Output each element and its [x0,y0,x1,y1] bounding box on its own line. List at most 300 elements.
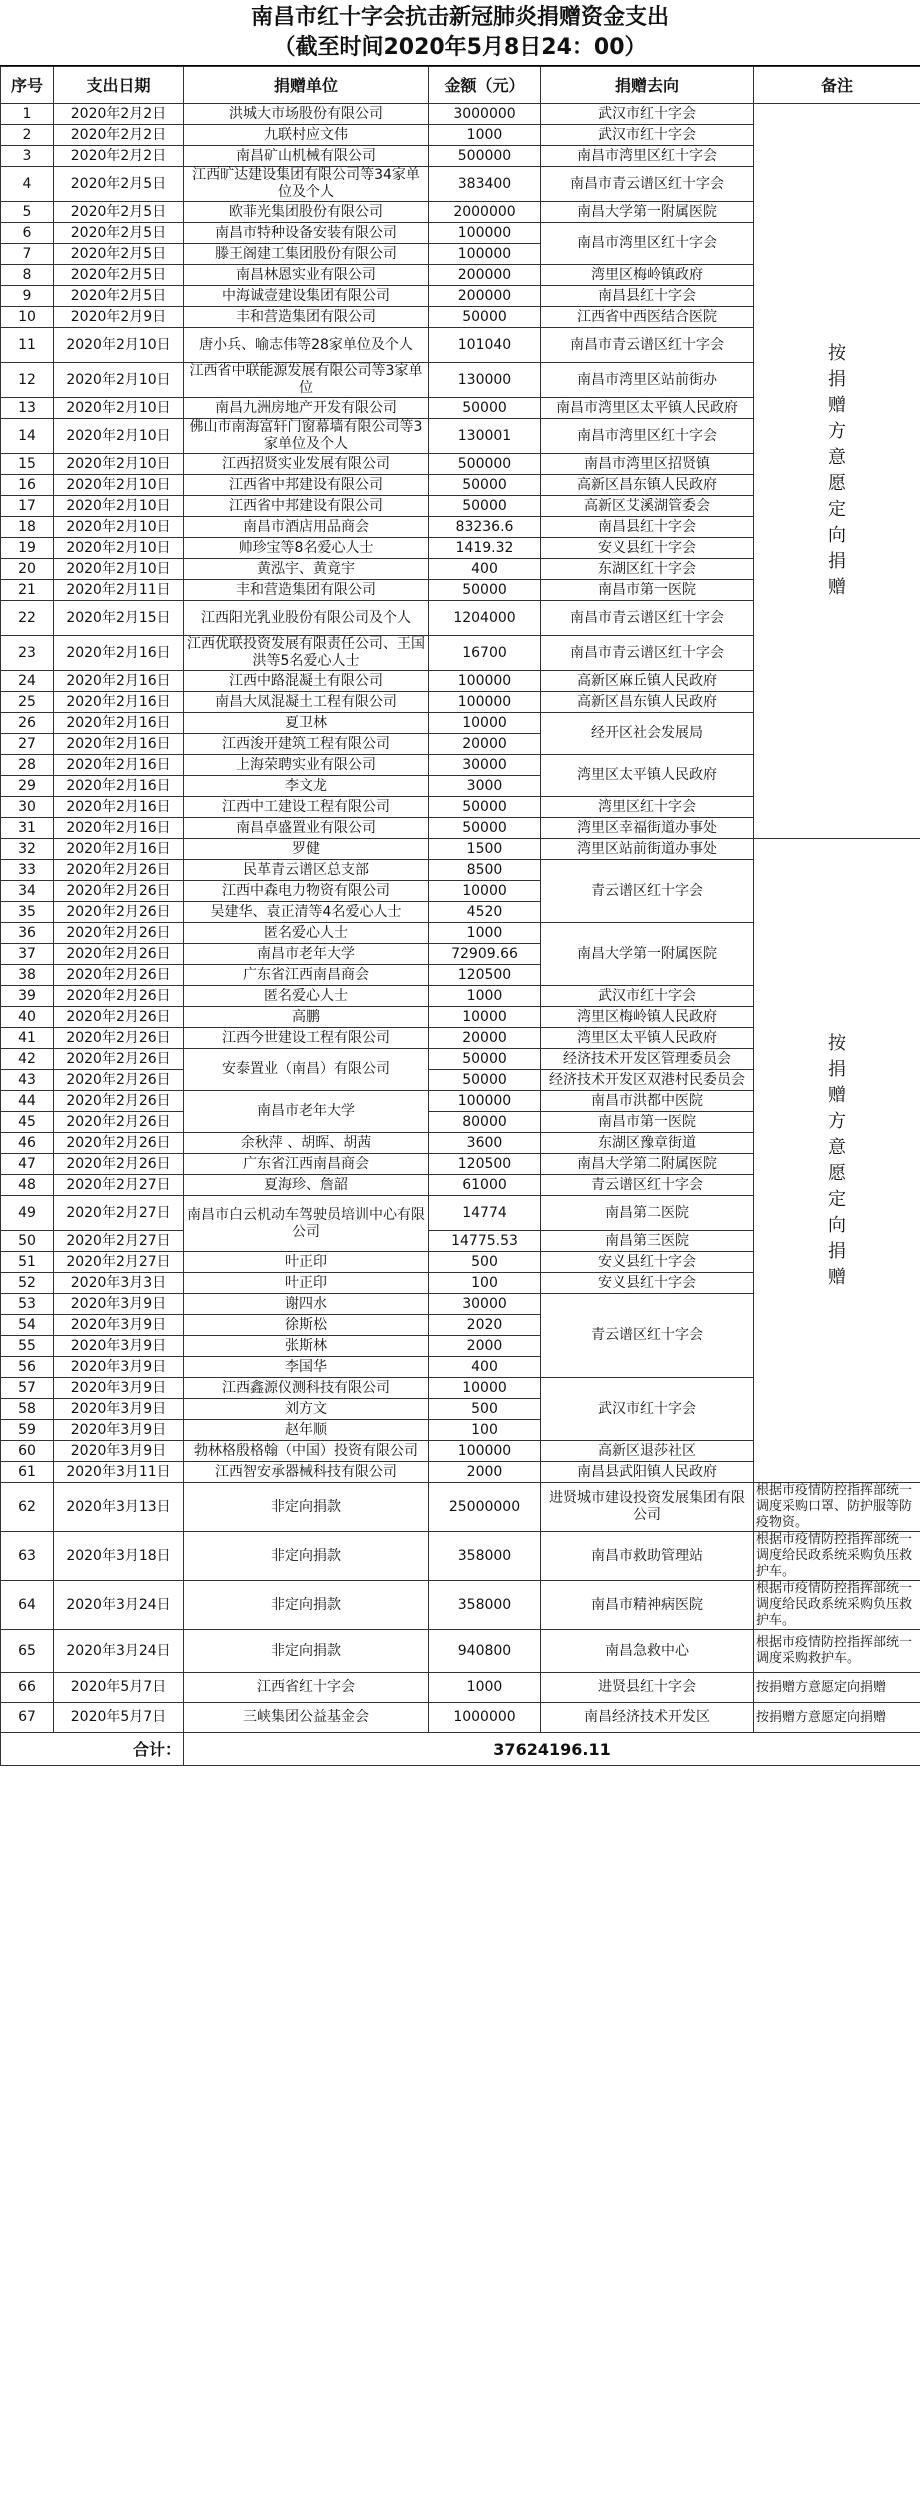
row-donor: 南昌大凤混凝土工程有限公司 [184,692,429,713]
table-row [1,1532,920,1581]
row-number: 6 [1,223,54,244]
row-amount: 940800 [429,1630,541,1673]
row-donor: 中海诚壹建设集团有限公司 [184,286,429,307]
row-donor: 江西阳光乳业股份有限公司及个人 [184,601,429,636]
row-date: 2020年3月9日 [54,1315,184,1336]
row-amount: 20000 [429,1028,541,1049]
row-number: 57 [1,1378,54,1399]
row-donor: 徐斯松 [184,1315,429,1336]
row-donor: 夏卫林 [184,713,429,734]
row-destination: 湾里区梅岭镇政府 [541,265,754,286]
page-title [0,0,920,66]
row-donor: 丰和营造集团有限公司 [184,307,429,328]
row-date: 2020年3月9日 [54,1336,184,1357]
row-donor: 南昌林恩实业有限公司 [184,265,429,286]
row-date: 2020年2月10日 [54,454,184,475]
table-row [1,104,920,125]
row-date: 2020年3月18日 [54,1532,184,1581]
row-destination: 东湖区豫章街道 [541,1133,754,1154]
row-amount: 10000 [429,881,541,902]
row-amount: 358000 [429,1532,541,1581]
row-number: 32 [1,839,54,860]
row-number: 37 [1,944,54,965]
row-date: 2020年2月5日 [54,167,184,202]
row-donor: 赵年顺 [184,1420,429,1441]
row-destination: 东湖区红十字会 [541,559,754,580]
row-donor: 安泰置业（南昌）有限公司 [184,1049,429,1091]
row-number: 64 [1,1581,54,1630]
header-destination: 捐赠去向 [541,67,754,104]
row-amount: 50000 [429,797,541,818]
row-number: 8 [1,265,54,286]
row-amount: 2000 [429,1336,541,1357]
merged-note [754,104,920,839]
row-donor: 上海荣聘实业有限公司 [184,755,429,776]
row-amount: 10000 [429,1007,541,1028]
row-number: 51 [1,1252,54,1273]
row-date: 2020年3月24日 [54,1630,184,1673]
table-row [1,1630,920,1673]
row-destination: 进贤城市建设投资发展集团有限公司 [541,1483,754,1532]
row-date: 2020年2月16日 [54,755,184,776]
header-note: 备注 [754,67,920,104]
row-amount: 50000 [429,818,541,839]
row-date: 2020年3月9日 [54,1399,184,1420]
row-amount: 10000 [429,713,541,734]
row-amount: 83236.6 [429,517,541,538]
row-amount: 2000000 [429,202,541,223]
row-amount: 1500 [429,839,541,860]
row-date: 2020年2月26日 [54,1112,184,1133]
row-date: 2020年2月11日 [54,580,184,601]
row-destination: 南昌市湾里区太平镇人民政府 [541,398,754,419]
row-destination: 南昌市湾里区红十字会 [541,419,754,454]
row-destination: 武汉市红十字会 [541,1378,754,1441]
row-number: 21 [1,580,54,601]
row-donor: 三峡集团公益基金会 [184,1703,429,1733]
row-donor: 夏海珍、詹韶 [184,1175,429,1196]
row-donor: 罗健 [184,839,429,860]
row-destination: 南昌市第一医院 [541,580,754,601]
row-date: 2020年2月10日 [54,398,184,419]
row-number: 1 [1,104,54,125]
row-donor: 江西省中邦建设有限公司 [184,475,429,496]
row-donor: 匿名爱心人士 [184,923,429,944]
row-amount: 1000000 [429,1703,541,1733]
table-row [1,1483,920,1532]
row-donor: 谢四水 [184,1294,429,1315]
row-donor: 广东省江西南昌商会 [184,965,429,986]
row-destination: 江西省中西医结合医院 [541,307,754,328]
row-number: 33 [1,860,54,881]
row-amount: 120500 [429,1154,541,1175]
row-number: 46 [1,1133,54,1154]
row-amount: 101040 [429,328,541,363]
row-number: 61 [1,1462,54,1483]
row-donor: 江西中森电力物资有限公司 [184,881,429,902]
header-amount: 金额（元） [429,67,541,104]
row-date: 2020年2月10日 [54,363,184,398]
row-destination: 南昌第二医院 [541,1196,754,1231]
row-number: 52 [1,1273,54,1294]
row-amount: 3000 [429,776,541,797]
row-donor: 南昌市老年大学 [184,944,429,965]
row-donor: 南昌市老年大学 [184,1091,429,1133]
row-donor: 匿名爱心人士 [184,986,429,1007]
row-number: 47 [1,1154,54,1175]
row-amount: 72909.66 [429,944,541,965]
row-donor: 非定向捐款 [184,1483,429,1532]
total-label: 合计： [1,1733,184,1766]
row-number: 2 [1,125,54,146]
row-destination: 安义县红十字会 [541,1252,754,1273]
row-date: 2020年2月5日 [54,244,184,265]
title-line-1: 南昌市红十字会抗击新冠肺炎捐赠资金支出 [250,5,669,30]
row-donor: 南昌矿山机械有限公司 [184,146,429,167]
row-number: 41 [1,1028,54,1049]
row-amount: 50000 [429,475,541,496]
row-destination: 经开区社会发展局 [541,713,754,755]
row-destination: 南昌市第一医院 [541,1112,754,1133]
row-number: 65 [1,1630,54,1673]
row-date: 2020年2月16日 [54,776,184,797]
row-date: 2020年2月16日 [54,818,184,839]
row-destination: 武汉市红十字会 [541,986,754,1007]
row-destination: 南昌市青云谱区红十字会 [541,636,754,671]
row-number: 55 [1,1336,54,1357]
row-amount: 1000 [429,986,541,1007]
row-date: 2020年3月9日 [54,1357,184,1378]
row-destination: 南昌县武阳镇人民政府 [541,1462,754,1483]
row-amount: 50000 [429,307,541,328]
row-donor: 余秋萍 、胡晖、胡茜 [184,1133,429,1154]
row-amount: 200000 [429,265,541,286]
row-number: 4 [1,167,54,202]
row-amount: 61000 [429,1175,541,1196]
row-destination: 湾里区太平镇人民政府 [541,755,754,797]
row-amount: 100000 [429,244,541,265]
header-no: 序号 [1,67,54,104]
row-donor: 勃林格殷格翰（中国）投资有限公司 [184,1441,429,1462]
row-number: 5 [1,202,54,223]
row-donor: 丰和营造集团有限公司 [184,580,429,601]
row-amount: 3600 [429,1133,541,1154]
row-amount: 1000 [429,1673,541,1703]
row-date: 2020年2月26日 [54,902,184,923]
row-destination: 南昌县红十字会 [541,517,754,538]
row-donor: 江西省中联能源发展有限公司等3家单位 [184,363,429,398]
row-amount: 20000 [429,734,541,755]
row-destination: 南昌市湾里区招贤镇 [541,454,754,475]
row-number: 53 [1,1294,54,1315]
row-date: 2020年2月26日 [54,1091,184,1112]
row-date: 2020年2月10日 [54,475,184,496]
row-donor: 江西今世建设工程有限公司 [184,1028,429,1049]
row-date: 2020年2月27日 [54,1196,184,1231]
row-date: 2020年2月2日 [54,146,184,167]
row-number: 16 [1,475,54,496]
row-amount: 50000 [429,1049,541,1070]
row-donor: 李国华 [184,1357,429,1378]
row-donor: 南昌卓盛置业有限公司 [184,818,429,839]
row-destination: 南昌大学第二附属医院 [541,1154,754,1175]
row-note: 按捐赠方意愿定向捐赠 [754,1703,920,1733]
row-number: 56 [1,1357,54,1378]
row-date: 2020年3月3日 [54,1273,184,1294]
row-donor: 江西鑫源仪测科技有限公司 [184,1378,429,1399]
row-note: 根据市疫情防控指挥部统一调度给民政系统采购负压救护车。 [754,1532,920,1581]
row-amount: 500000 [429,454,541,475]
total-row [1,1733,920,1766]
row-destination: 南昌经济技术开发区 [541,1703,754,1733]
row-amount: 2000 [429,1462,541,1483]
header-date: 支出日期 [54,67,184,104]
row-date: 2020年2月9日 [54,307,184,328]
row-amount: 120500 [429,965,541,986]
row-number: 19 [1,538,54,559]
table-row [1,1673,920,1703]
row-destination: 进贤县红十字会 [541,1673,754,1703]
row-number: 27 [1,734,54,755]
row-destination: 南昌县红十字会 [541,286,754,307]
row-donor: 江西优联投资发展有限责任公司、王国洪等5名爱心人士 [184,636,429,671]
row-destination: 南昌市青云谱区红十字会 [541,601,754,636]
row-amount: 100 [429,1420,541,1441]
row-date: 2020年2月26日 [54,965,184,986]
row-date: 2020年2月27日 [54,1252,184,1273]
row-donor: 帅珍宝等8名爱心人士 [184,538,429,559]
row-amount: 50000 [429,398,541,419]
row-amount: 130001 [429,419,541,454]
row-date: 2020年2月16日 [54,839,184,860]
row-number: 28 [1,755,54,776]
row-date: 2020年2月26日 [54,1007,184,1028]
row-donor: 九联村应文伟 [184,125,429,146]
row-number: 35 [1,902,54,923]
row-donor: 叶正印 [184,1252,429,1273]
row-date: 2020年2月10日 [54,559,184,580]
row-destination: 湾里区站前街道办事处 [541,839,754,860]
row-destination: 南昌市洪都中医院 [541,1091,754,1112]
row-amount: 500 [429,1399,541,1420]
row-destination: 湾里区梅岭镇人民政府 [541,1007,754,1028]
row-donor: 江西旷达建设集团有限公司等34家单位及个人 [184,167,429,202]
row-number: 31 [1,818,54,839]
row-donor: 南昌九洲房地产开发有限公司 [184,398,429,419]
row-date: 2020年3月9日 [54,1420,184,1441]
row-donor: 江西省红十字会 [184,1673,429,1703]
row-amount: 1204000 [429,601,541,636]
row-note: 根据市疫情防控指挥部统一调度采购口罩、防护服等防疫物资。 [754,1483,920,1532]
row-amount: 8500 [429,860,541,881]
row-number: 59 [1,1420,54,1441]
row-number: 48 [1,1175,54,1196]
row-number: 42 [1,1049,54,1070]
row-date: 2020年2月16日 [54,636,184,671]
expenditure-table [0,66,920,1766]
row-date: 2020年2月2日 [54,104,184,125]
row-amount: 16700 [429,636,541,671]
row-amount: 383400 [429,167,541,202]
row-number: 14 [1,419,54,454]
row-destination: 南昌市青云谱区红十字会 [541,167,754,202]
total-amount: 37624196.11 [184,1733,920,1766]
row-amount: 2020 [429,1315,541,1336]
row-date: 2020年2月16日 [54,734,184,755]
row-amount: 50000 [429,496,541,517]
row-destination: 南昌市湾里区红十字会 [541,146,754,167]
row-date: 2020年3月24日 [54,1581,184,1630]
row-destination: 湾里区红十字会 [541,797,754,818]
row-date: 2020年2月16日 [54,671,184,692]
row-destination: 高新区麻丘镇人民政府 [541,671,754,692]
row-number: 44 [1,1091,54,1112]
row-number: 60 [1,1441,54,1462]
row-amount: 358000 [429,1581,541,1630]
row-date: 2020年3月9日 [54,1441,184,1462]
row-donor: 南昌市特种设备安装有限公司 [184,223,429,244]
table-row [1,839,920,860]
row-amount: 14774 [429,1196,541,1231]
row-number: 3 [1,146,54,167]
row-amount: 100000 [429,671,541,692]
row-number: 18 [1,517,54,538]
row-amount: 100000 [429,692,541,713]
row-number: 11 [1,328,54,363]
row-number: 63 [1,1532,54,1581]
row-destination: 南昌大学第一附属医院 [541,202,754,223]
row-amount: 50000 [429,580,541,601]
title-line-2: （截至时间2020年5月8日24：00） [273,35,647,60]
row-date: 2020年5月7日 [54,1673,184,1703]
row-amount: 500 [429,1252,541,1273]
row-donor: 滕王阁建工集团股份有限公司 [184,244,429,265]
row-number: 62 [1,1483,54,1532]
row-donor: 黄泓宇、黄竟宇 [184,559,429,580]
row-destination: 安义县红十字会 [541,1273,754,1294]
row-amount: 1419.32 [429,538,541,559]
row-date: 2020年2月26日 [54,1154,184,1175]
row-destination: 青云谱区红十字会 [541,1294,754,1378]
row-number: 20 [1,559,54,580]
row-date: 2020年3月9日 [54,1294,184,1315]
row-amount: 50000 [429,1070,541,1091]
row-date: 2020年2月10日 [54,538,184,559]
row-donor: 江西中工建设工程有限公司 [184,797,429,818]
row-note: 根据市疫情防控指挥部统一调度采购救护车。 [754,1630,920,1673]
row-number: 67 [1,1703,54,1733]
row-date: 2020年2月26日 [54,944,184,965]
row-amount: 80000 [429,1112,541,1133]
row-date: 2020年2月5日 [54,265,184,286]
row-number: 43 [1,1070,54,1091]
row-date: 2020年2月26日 [54,1028,184,1049]
row-donor: 高鹏 [184,1007,429,1028]
row-destination: 南昌市精神病医院 [541,1581,754,1630]
merged-note-text: 按捐赠方意愿定向捐赠 [828,1032,846,1288]
row-destination: 武汉市红十字会 [541,125,754,146]
row-number: 29 [1,776,54,797]
row-date: 2020年3月11日 [54,1462,184,1483]
row-destination: 安义县红十字会 [541,538,754,559]
row-number: 66 [1,1673,54,1703]
row-date: 2020年2月26日 [54,986,184,1007]
row-date: 2020年2月26日 [54,881,184,902]
row-number: 34 [1,881,54,902]
row-number: 36 [1,923,54,944]
row-amount: 1000 [429,923,541,944]
row-number: 50 [1,1231,54,1252]
row-destination: 南昌大学第一附属医院 [541,923,754,986]
row-date: 2020年2月16日 [54,797,184,818]
row-number: 26 [1,713,54,734]
row-donor: 李文龙 [184,776,429,797]
row-donor: 南昌市白云机动车驾驶员培训中心有限公司 [184,1196,429,1252]
row-note: 按捐赠方意愿定向捐赠 [754,1673,920,1703]
row-destination: 南昌市青云谱区红十字会 [541,328,754,363]
row-number: 9 [1,286,54,307]
row-date: 2020年3月9日 [54,1378,184,1399]
row-donor: 江西智安承器械科技有限公司 [184,1462,429,1483]
row-amount: 100 [429,1273,541,1294]
row-amount: 200000 [429,286,541,307]
row-date: 2020年2月26日 [54,860,184,881]
row-amount: 3000000 [429,104,541,125]
row-donor: 非定向捐款 [184,1630,429,1673]
row-donor: 非定向捐款 [184,1581,429,1630]
row-note: 根据市疫情防控指挥部统一调度给民政系统采购负压救护车。 [754,1581,920,1630]
row-number: 40 [1,1007,54,1028]
row-date: 2020年5月7日 [54,1703,184,1733]
row-number: 54 [1,1315,54,1336]
row-number: 7 [1,244,54,265]
row-destination: 青云谱区红十字会 [541,860,754,923]
row-date: 2020年2月15日 [54,601,184,636]
row-donor: 唐小兵、喻志伟等28家单位及个人 [184,328,429,363]
row-date: 2020年2月10日 [54,328,184,363]
row-date: 2020年3月13日 [54,1483,184,1532]
row-date: 2020年2月5日 [54,202,184,223]
row-amount: 14775.53 [429,1231,541,1252]
row-number: 38 [1,965,54,986]
row-destination: 湾里区太平镇人民政府 [541,1028,754,1049]
row-date: 2020年2月27日 [54,1231,184,1252]
merged-note-text: 按捐赠方意愿定向捐赠 [828,343,846,598]
row-donor: 叶正印 [184,1273,429,1294]
row-amount: 500000 [429,146,541,167]
row-destination: 青云谱区红十字会 [541,1175,754,1196]
row-amount: 30000 [429,1294,541,1315]
row-donor: 江西省中邦建设有限公司 [184,496,429,517]
row-date: 2020年2月10日 [54,496,184,517]
row-amount: 4520 [429,902,541,923]
row-number: 25 [1,692,54,713]
row-number: 39 [1,986,54,1007]
row-number: 45 [1,1112,54,1133]
row-number: 15 [1,454,54,475]
table-row [1,1703,920,1733]
row-date: 2020年2月16日 [54,713,184,734]
row-date: 2020年2月2日 [54,125,184,146]
row-destination: 南昌市湾里区红十字会 [541,223,754,265]
row-number: 17 [1,496,54,517]
table-row [1,1581,920,1630]
row-donor: 洪城大市场股份有限公司 [184,104,429,125]
row-date: 2020年2月26日 [54,1049,184,1070]
row-date: 2020年2月26日 [54,1070,184,1091]
row-donor: 张斯林 [184,1336,429,1357]
row-number: 23 [1,636,54,671]
